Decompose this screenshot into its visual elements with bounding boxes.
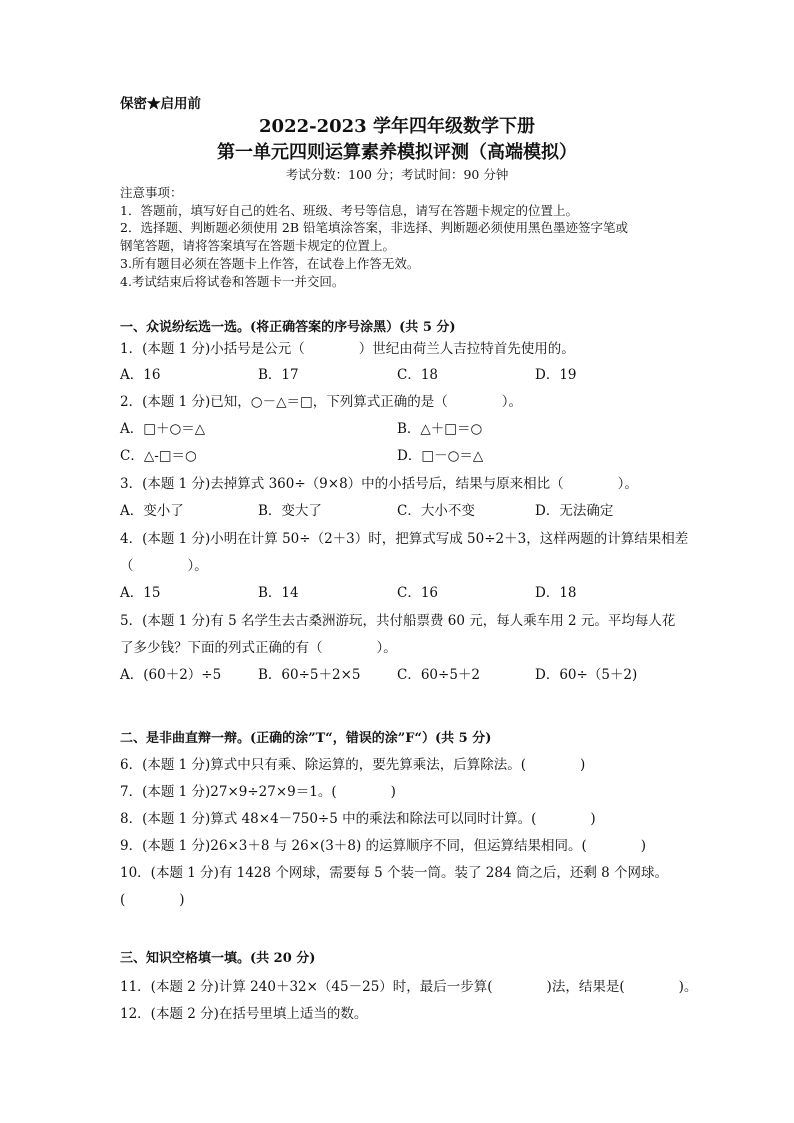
option-a: A．□＋○＝△ [120, 421, 206, 437]
notice-item: 3.所有题目必须在答题卡上作答，在试卷上作答无效。 [120, 256, 420, 271]
question-12: 12．(本题 2 分)在括号里填上适当的数。 [120, 1006, 368, 1022]
question-10-answer: ( ) [120, 892, 185, 908]
notice-item: 1．答题前，填写好自己的姓名、班级、考号等信息，请写在答题卡规定的位置上。 [120, 203, 578, 218]
confidential-label: 保密★启用前 [120, 96, 201, 112]
question-8: 8．(本题 1 分)算式 48×4－750÷5 中的乘法和除法可以同时计算。( ) [120, 811, 596, 827]
option-c: C．△-□＝○ [120, 448, 197, 464]
option-c: C．16 [397, 585, 439, 601]
question-3: 3．(本题 1 分)去掉算式 360÷（9×8）中的小括号后，结果与原来相比（ ）。 [120, 476, 638, 492]
option-b: B．60÷5＋2×5 [258, 667, 361, 683]
option-b: B．14 [258, 585, 299, 601]
option-d: D．60÷（5＋2) [535, 667, 638, 683]
score-time-info: 考试分数：100 分；考试时间：90 分钟 [285, 167, 509, 182]
question-7: 7．(本题 1 分)27×9÷27×9＝1。( ) [120, 784, 396, 800]
question-4: 4．(本题 1 分)小明在计算 50÷（2＋3）时，把算式写成 50÷2＋3，这样两题的计算结果相差 [120, 531, 689, 547]
question-5-cont: 了多少钱？下面的列式正确的有（ ）。 [120, 640, 397, 656]
option-d: D．18 [535, 585, 577, 601]
section-3-title: 三、知识空格填一填。(共 20 分) [120, 951, 316, 966]
option-c: C．大小不变 [397, 503, 475, 519]
question-1: 1．(本题 1 分)小括号是公元（ ）世纪由荷兰人吉拉特首先使用的。 [120, 341, 575, 357]
question-9: 9．(本题 1 分)26×3＋8 与 26×(3＋8) 的运算顺序不同，但运算结果相同。( ) [120, 838, 647, 854]
question-6: 6．(本题 1 分)算式中只有乘、除运算的，要先算乘法，后算除法。( ) [120, 757, 586, 773]
question-2: 2．(本题 1 分)已知，○－△＝□，下列算式正确的是（ ）。 [120, 394, 522, 410]
option-d: D．无法确定 [535, 503, 614, 519]
option-b: B．△＋□＝○ [397, 421, 483, 437]
option-b: B．变大了 [258, 503, 322, 519]
section-1-title: 一、众说纷纭选一选。(将正确答案的序号涂黑）(共 5 分) [120, 320, 456, 335]
question-4-cont: （ ）。 [120, 558, 208, 574]
notice-item: 2．选择题、判断题必须使用 2B 铅笔填涂答案，非选择、判断题必须使用黑色墨迹签字笔或 [120, 220, 629, 235]
option-a: A．16 [120, 367, 161, 383]
option-c: C．18 [397, 367, 439, 383]
option-c: C．60÷5＋2 [397, 667, 480, 683]
notice-item: 4.考试结束后将试卷和答题卡一并交回。 [120, 274, 345, 289]
option-a: A．变小了 [120, 503, 184, 519]
question-11: 11．(本题 2 分)计算 240＋32×（45－25）时，最后一步算( )法，结果是( )。 [120, 979, 698, 995]
option-a: A．15 [120, 585, 161, 601]
question-10: 10．(本题 1 分)有 1428 个网球，需要每 5 个装一筒。装了 284 筒之后，还剩 8 个网球。 [120, 865, 669, 881]
option-d: D．19 [535, 367, 577, 383]
option-b: B．17 [258, 367, 299, 383]
question-5: 5．(本题 1 分)有 5 名学生去古桑洲游玩，共付船票费 60 元，每人乘车用 2 元。平均每人花 [120, 613, 676, 629]
section-2-title: 二、是非曲直辩一辩。(正确的涂”T“，错误的涂”F“）(共 5 分) [120, 731, 492, 746]
exam-subtitle: 第一单元四则运算素养模拟评测（高端模拟） [217, 142, 577, 163]
exam-title: 2022-2023 学年四年级数学下册 [259, 116, 535, 137]
option-a: A．(60＋2）÷5 [120, 667, 222, 683]
notice-heading: 注意事项： [120, 185, 183, 200]
option-d: D．□－○＝△ [397, 448, 484, 464]
notice-item: 钢笔答题，请将答案填写在答题卡规定的位置上。 [120, 238, 396, 253]
